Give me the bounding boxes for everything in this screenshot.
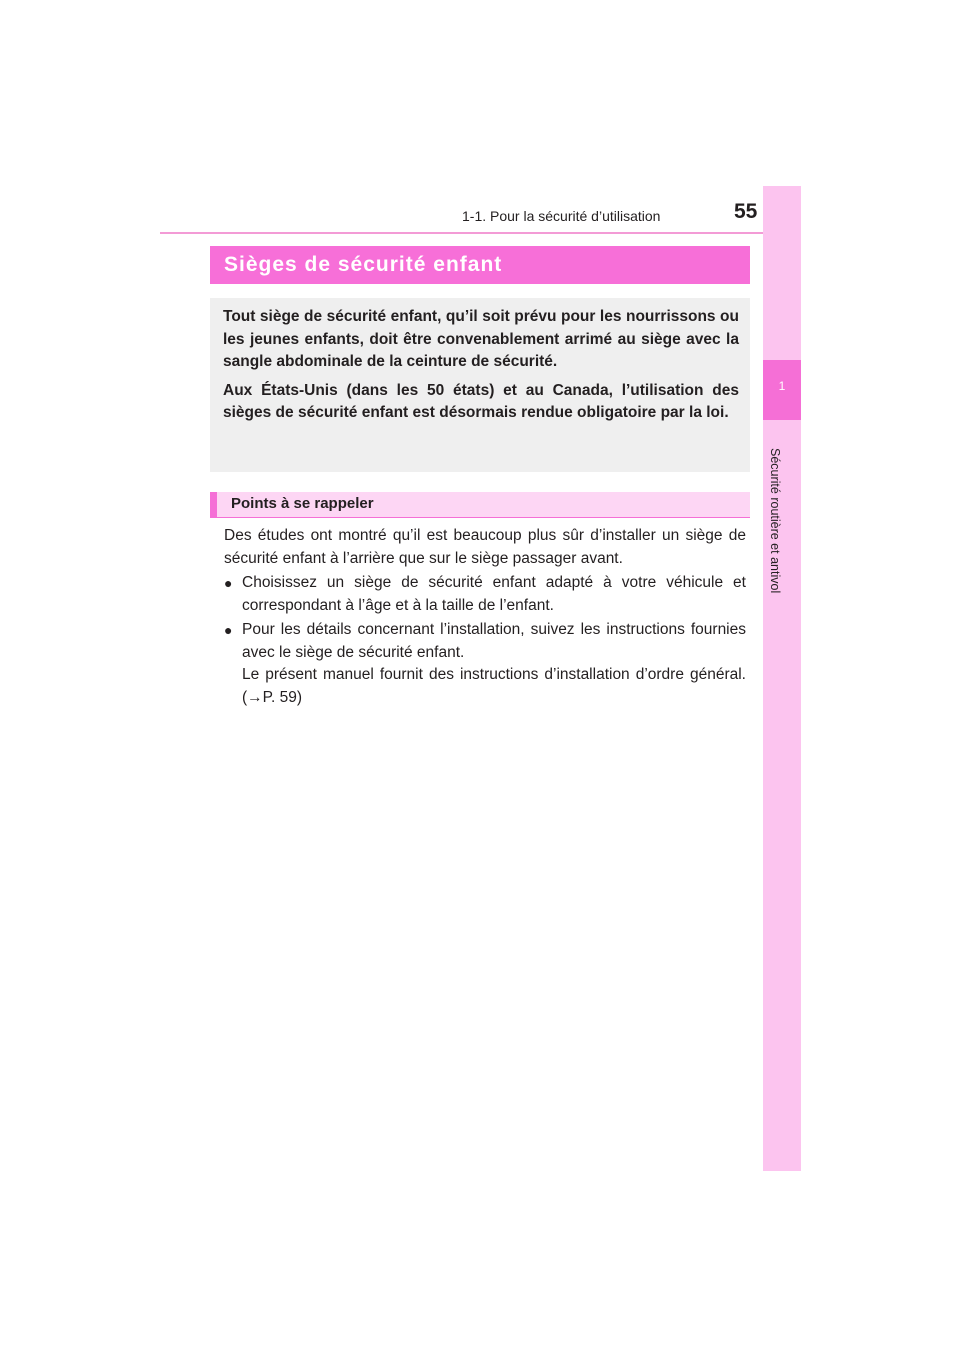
intro-box	[210, 298, 750, 472]
section-title: Sièges de sécurité enfant	[210, 246, 750, 284]
chapter-side-tab	[763, 186, 801, 1171]
subsection-header	[210, 492, 750, 518]
page-number: 55	[734, 200, 758, 223]
list-item	[224, 572, 746, 617]
chapter-number-tab: 1	[763, 360, 801, 420]
lead-paragraph: Des études ont montré qu’il est beaucoup plus sûr d’installer un siège de sécurité enfant à l’arrière que sur le siège passager avant.	[224, 527, 746, 567]
bullet-text: Choisissez un siège de sécurité enfant adapté à votre véhicule et correspondant à l’âge et à la taille de l’enfant.	[242, 574, 746, 614]
intro-paragraph-1: Tout siège de sécurité enfant, qu’il soit prévu pour les nourrissons ou les jeunes enfants, doit être convenablement arrimé au siège avec la sangle abdominale de la ceinture de sécurité.	[223, 308, 739, 370]
bullet-icon: ●	[224, 575, 233, 591]
running-header-section-ref: 1-1. Pour la sécurité d’utilisation	[462, 208, 661, 224]
subsection-title: Points à se rappeler	[231, 495, 374, 512]
list-item	[224, 619, 746, 709]
page-reference: (→P. 59)	[242, 688, 303, 706]
header-divider	[160, 232, 800, 234]
bullet-continuation	[242, 664, 746, 709]
bullet-text: Pour les détails concernant l’installation, suivez les instructions fournies avec le siège de sécurité enfant.	[242, 621, 746, 661]
continuation-text: Le présent manuel fournit des instructions d’installation d’ordre général.	[242, 666, 746, 683]
chapter-title-vertical: Sécurité routière et antivol	[768, 448, 782, 594]
subsection-body	[224, 525, 746, 709]
bullet-icon: ●	[224, 622, 233, 638]
intro-paragraph-2: Aux États-Unis (dans les 50 états) et au Canada, l’utilisation des sièges de sécurité enfant est désormais rendue obligatoire par la loi.	[223, 381, 739, 421]
